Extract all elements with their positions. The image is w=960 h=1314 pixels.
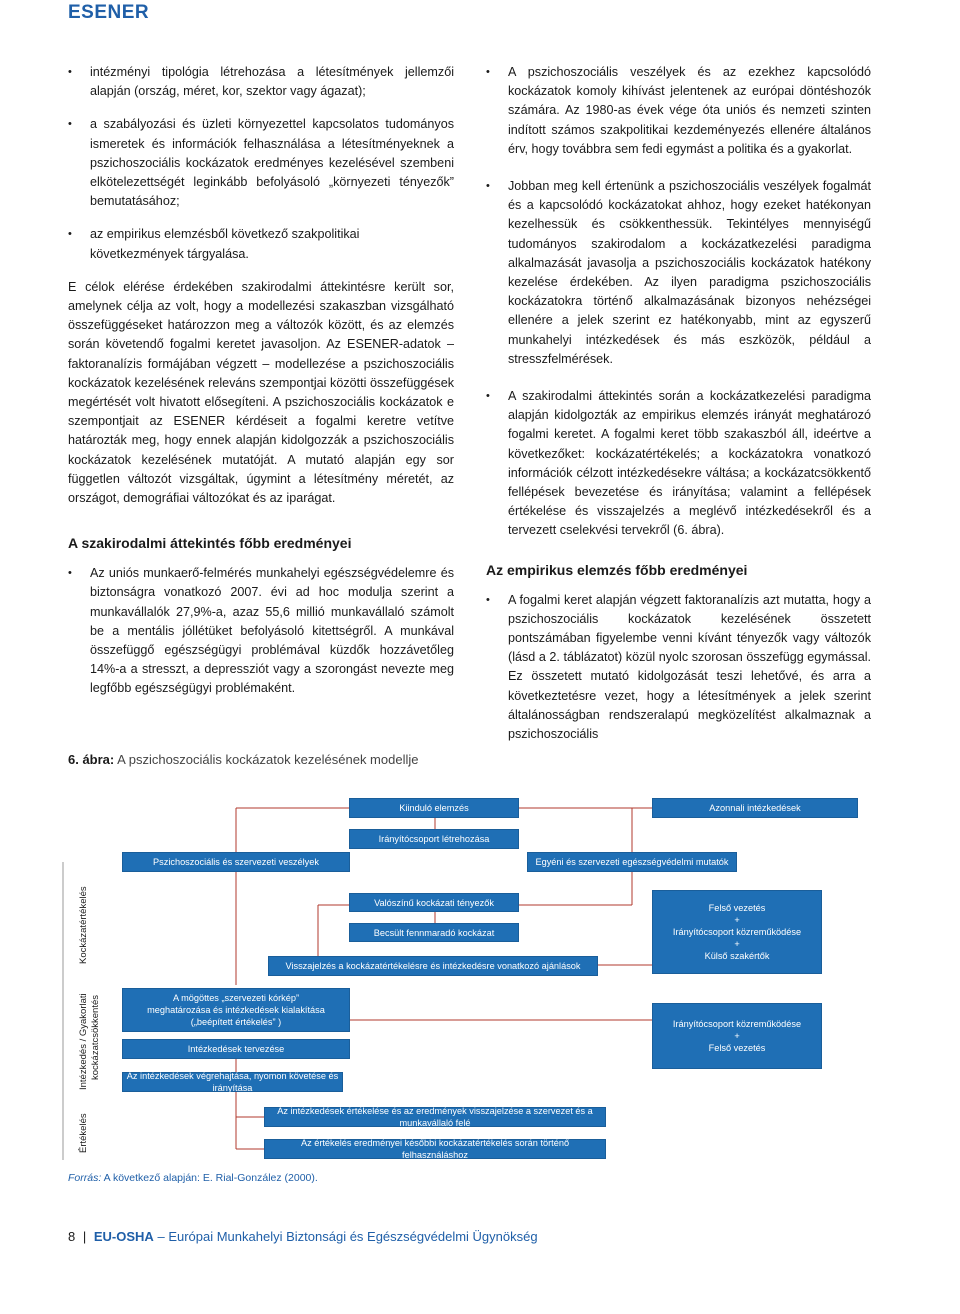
figure-number: 6. ábra: (68, 752, 115, 767)
evaluation-later-use-box: Az értékelés eredményei későbbi kockázatértékelés során történő felhasználáshoz (264, 1139, 606, 1159)
initial-study-box: Kiinduló elemzés (349, 798, 519, 818)
steering-group-box: Irányítócsoport létrehozása (349, 829, 519, 849)
list-item: • Az uniós munkaerő-felmérés munkahelyi egészségvédelemre és biztonságra vonatkozó 2007. évi ad hoc modulja szerint a munkavállalók 27,9%-a, azaz 55,6 millió munkavállaló számolt be a mentális jóllétüket befolyásoló kitettségről. A munkával összefüggő egészségügyi problémával küzdők hozzávetőleg 14%-a a stresszt, a depressziót vagy a szorongást nevezte meg legfőbb egészségügyi problémaként. (68, 564, 454, 698)
hazards-box: Pszichoszociális és szervezeti veszélyek (122, 852, 350, 872)
list-item: • A pszichoszociális veszélyek és az ezekhez kapcsolódó kockázatok komoly kihívást jelentenek az európai döntéshozók számára. Az 1980-as évek vége óta uniós és nemzeti szinten indított számos szakpolitikai kezdeményezés ellenére általános érv, hogy továbbra sem fedi egymást a politika és a gyakorlat. (486, 63, 871, 159)
box-line: Irányítócsoport közreműködése (672, 1019, 802, 1029)
action-implementation-box: Az intézkedések végrehajtása, nyomon követése és irányítása (122, 1072, 343, 1092)
box-line: + (734, 1031, 740, 1041)
immediate-action-box: Azonnali intézkedések (652, 798, 858, 818)
box-line: Irányítócsoport közreműködése (672, 927, 802, 937)
management-box (652, 890, 822, 974)
figure-title: A pszichoszociális kockázatok kezelésének modellje (117, 752, 419, 767)
list-item: • Jobban meg kell értenünk a pszichoszociális veszélyek fogalmát és a kapcsolódó kockázatokat ahhoz, hogy ezeket hatékonyan kezelhessük és csökkenthessük. Tekintélyes mennyiségű tudományos szakirodalom a kockázatkezelési paradigma alkalmazását javasolja a pszichoszociális kockázatok hatékony kezelése érdekében. Az ilyen paradigma pszichoszociális kockázatokra történő alkalmazásának bizonyos nehézségei ellenére a jelek szerint ez hatékonyabb, mint az egyszerű munkahelyi intézkedések és más eszközök, például a stresszfelmérések. (486, 177, 871, 369)
evaluation-side-label: Értékelés (78, 1113, 89, 1153)
footer-agency: Európai Munkahelyi Biztonsági és Egészségvédelmi Ügynökség (168, 1229, 538, 1244)
box-line: + (734, 939, 740, 949)
list-item: • intézményi tipológia létrehozása a létesítmények jellemzői alapján (ország, méret, kor, szektor vagy ágazat); (68, 63, 454, 101)
intervention-side-label-line2: kockázatcsökkentés (90, 994, 101, 1080)
list-item: • a szabályozási és üzleti környezettel kapcsolatos tudományos ismeretek és információk felhasználása a létesítményeknek a pszichoszociális kockázatok eredményes kezelésével szembeni elkötelezettségét leginkább befolyásoló „környezeti tényezők” bemutatásához; (68, 115, 454, 211)
likely-factors-box: Valószínű kockázati tényezők (349, 893, 519, 912)
box-line: („beépített értékelés” ) (190, 1017, 282, 1027)
page-number: 8 (68, 1229, 76, 1244)
footer-dash: – (157, 1229, 165, 1244)
footer-separator: | (82, 1229, 87, 1244)
health-indicators-box: Egyéni és szervezeti egészségvédelmi mutatók (527, 852, 737, 872)
evaluation-feedback-box: Az intézkedések értékelése és az eredmények visszajelzése a szervezet és a munkavállaló felé (264, 1107, 606, 1127)
source-text: A következő alapján: E. Rial-González (2000). (103, 1172, 318, 1184)
intervention-side-label-line1: Intézkedés / Gyakorlati (78, 993, 89, 1090)
residual-risk-box: Becsült fennmaradó kockázat (349, 923, 519, 942)
list-item: • A fogalmi keret alapján végzett faktoranalízis azt mutatta, hogy a pszichoszociális kockázatok kezelésének összetett pontszámában figyelembe venni kívánt tényezők vagy változók (lásd a 2. táblázatot) közül nyolc szorosan összefügg egymással. Ez összetett mutató kidolgozását teszi lehetővé, és arra a következtetésre vezet, hogy a létesítmények a jelek szerint általánosságban rendszeralapú megközelítést alkalmaznak a pszichoszociális (486, 591, 871, 745)
method-paragraph: E célok elérése érdekében szakirodalmi áttekintésre került sor, amelynek célja az volt, hogy a modellezési szakaszban vizsgálható összefüggéseket határozzon meg a változók között, és az elemzés során követendő fogalmi keretet javasoljon. Az ESENER-adatok – faktoranalízis formájában végzett – modellezése a pszichoszociális kockázatok kezelésének releváns szempontjai közötti összefüggések megértését volt hivatott elősegíteni. A pszichoszociális kockázatok e szempontjait az ESENER kérdéseit a fogalmi keretre vetítve határozták meg, hogy ennek alapján kidolgozzák a pszichoszociális kockázatok kezelésének mutatóját. A mutató alapján egy sor független változót vizsgáltak, úgymint a létesítmény méretét, az országot, demográfiai változókat és az iparágat. (68, 279, 454, 506)
box-line: + (734, 915, 740, 925)
feedback-box: Visszajelzés a kockázatértékelésre és intézkedésre vonatkozó ajánlások (268, 956, 598, 976)
box-line: A mögöttes „szervezeti kórkép” (172, 993, 300, 1003)
page-footer (68, 1229, 538, 1244)
box-line: Külső szakértők (704, 951, 770, 961)
source-label: Forrás: (68, 1172, 102, 1184)
action-planning-box: Intézkedések tervezése (122, 1039, 350, 1059)
box-line: meghatározása és intézkedések kialakítása (147, 1005, 325, 1015)
empirical-results-heading: Az empirikus elemzés főbb eredményei (486, 561, 748, 578)
box-line: Felső vezetés (708, 903, 766, 913)
org-backdrop-box (122, 988, 350, 1032)
steering-involvement-box (652, 1003, 822, 1069)
list-item: • A szakirodalmi áttekintés során a kockázatkezelési paradigma alapján kidolgozták az empirikus elemzés irányát meghatározó fogalmi keretet. A fogalmi keret több szakaszból áll, ideértve a következőket: kockázatértékelés; a kockázatokra vonatkozó információk célzott intézkedésekre váltása; a kockázatcsökkentő fellépések bevezetése és irányítása; valamint a fellépések értékelése és visszajelzés a meglévő intézkedésekről és a tervezett cselekvési tervekről (6. ábra). (486, 387, 871, 541)
figure-source (68, 1172, 318, 1184)
esener-logo: ESENER (68, 2, 150, 23)
footer-org: EU-OSHA (93, 1229, 154, 1244)
assessment-side-label: Kockázatértékelés (78, 886, 89, 964)
literature-results-heading: A szakirodalmi áttekintés főbb eredményei (68, 535, 352, 552)
list-item: • az empirikus elemzésből következő szakpolitikai következmények tárgyalása. (68, 225, 454, 263)
box-line: Felső vezetés (708, 1043, 766, 1053)
